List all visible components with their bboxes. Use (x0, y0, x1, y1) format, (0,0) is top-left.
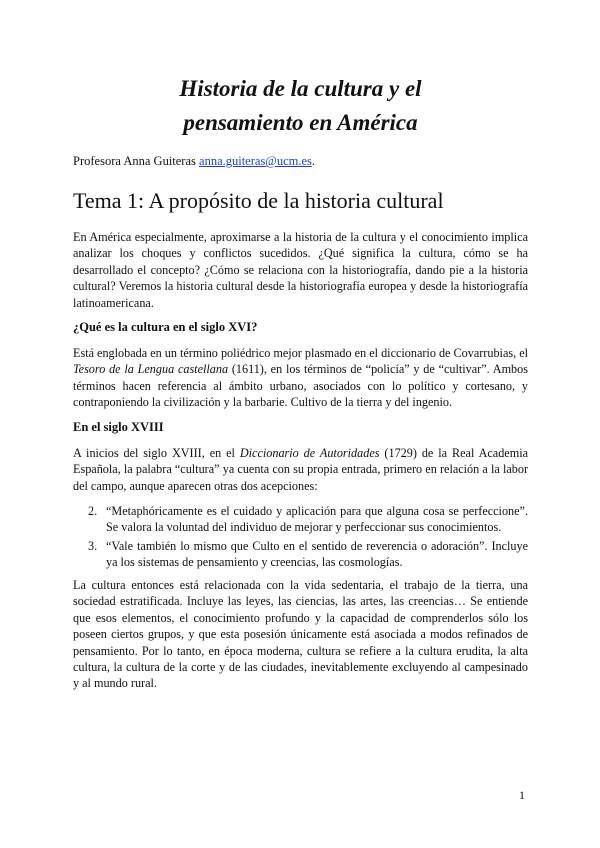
p2-text-c: (1729) de la Real Academia Española, la palabra “cultura” ya cuenta con su propia entrada, primero en relación a la labor del campo, aunque aparecen otras dos acepciones: (73, 446, 528, 493)
list-item (73, 503, 528, 536)
author-suffix: . (311, 154, 316, 168)
list-item-number: 2. (88, 504, 98, 518)
list-item (73, 538, 528, 571)
p1-text-a: Está englobada en un término poliédrico mejor plasmado en el diccionario de Covarrubias, el (73, 346, 528, 360)
heading-siglo-xvi: ¿Qué es la cultura en el siglo XVI? (73, 320, 258, 334)
page-number: 1 (519, 788, 525, 802)
author-name: Profesora Anna Guiteras (73, 154, 200, 168)
author-email-link[interactable]: anna.guiteras@ucm.es (199, 154, 312, 168)
intro-paragraph: En América especialmente, aproximarse a la historia de la cultura y el conocimiento implica analizar los choques y conflictos sucedidos. ¿Qué significa la cultura, cómo se ha desarrollado el concepto? ¿Cómo se relaciona con la historiografía, dando pie a la historia cultural? Veremos la historia cultural desde la historiografía europea y desde la historiografía latinoamericana. (73, 230, 528, 310)
title-line-2: pensamiento en América (183, 110, 418, 135)
list-item-text: “Metaphóricamente es el cuidado y aplicación para que alguna cosa se perfeccione”. Se valora la voluntad del individuo de mejorar y perfeccionar sus conocimientos. (106, 504, 528, 535)
p1-book-title: Tesoro de la Lengua castellana (73, 362, 229, 377)
heading-siglo-xviii: En el siglo XVIII (73, 420, 164, 434)
list-item-text: “Vale también lo mismo que Culto en el sentido de reverencia o adoración”. Incluye ya los sistemas de pensamiento y creencias, las cosmologías. (106, 538, 528, 570)
p2-book-title: Diccionario de Autoridades (239, 446, 380, 460)
author-line (73, 154, 315, 169)
p2-text-a: A inicios del siglo XVIII, en el (73, 446, 240, 460)
list-item-number: 3. (88, 538, 98, 553)
definitions-list (73, 503, 528, 573)
title-line-1: Historia de la cultura y el (179, 76, 422, 101)
closing-paragraph: La cultura entonces está relacionada con la vida sedentaria, el trabajo de la tierra, una sociedad estratificada. Incluye las leyes, las ciencias, las artes, las creencias… Se entiende que esos elementos, el conocimiento profundo y la capacidad de comprenderlos sólo los poseen ciertos grupos, y que esta posesión únicamente está asociada a modos refinados de pensamiento. Por lo tanto, en época moderna, cultura se refiere a la cultura erudita, la alta cultura, la cultura de la corte y de las ciudades, inevitablemente excluyendo al campesinado y al mundo rural. (73, 578, 528, 691)
document-title (73, 72, 528, 140)
paragraph-siglo-xviii (73, 445, 528, 494)
p1-text-c: (1611), en los términos de “policía” y de “cultivar”. Ambos términos hacen referencia al ámbito urbano, asociados con lo político y cortesano, y contraponiendo la civilización y la barbarie. Cultivo de la tierra y del ingenio. (73, 362, 528, 410)
section-title: Tema 1: A propósito de la historia cultural (73, 188, 444, 213)
paragraph-siglo-xvi (73, 345, 528, 411)
